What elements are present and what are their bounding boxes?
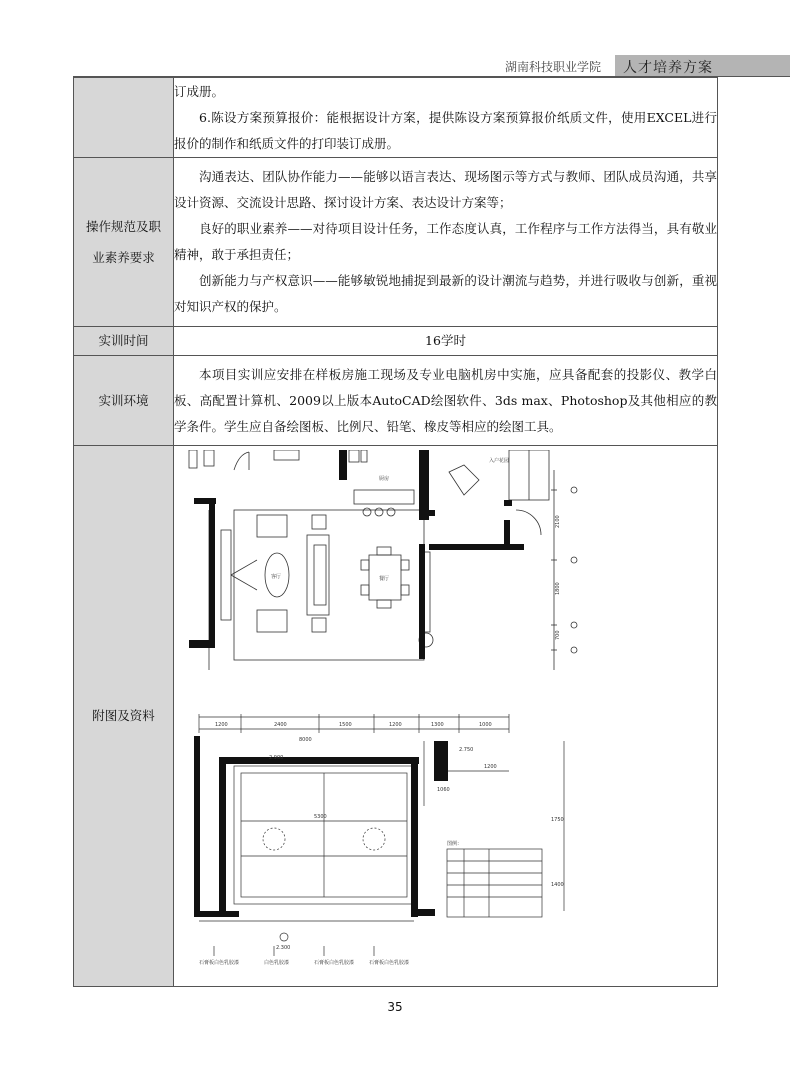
dim-label: 1400 xyxy=(551,882,564,888)
paragraph: 6.陈设方案预算报价：能根据设计方案，提供陈设方案预算报价纸质文件，使用EXCEL进行报价的制作和纸质文件的打印装订成册。 xyxy=(174,109,717,151)
page-number: 35 xyxy=(387,1000,403,1014)
figures-area xyxy=(174,446,699,986)
dim-label: 1500 xyxy=(339,722,352,728)
table-row xyxy=(74,356,718,446)
row-content xyxy=(174,158,718,327)
row-content xyxy=(174,78,718,158)
dim-label: 1300 xyxy=(431,722,444,728)
header-badge-text: 人才培养方案 xyxy=(623,60,713,76)
room-label-living: 客厅 xyxy=(271,574,282,580)
table-row xyxy=(74,446,718,987)
level-mark: 2.900 xyxy=(269,755,284,761)
paragraph: 良好的职业素养——对待项目设计任务，工作态度认真，工作程序与工作方法得当，具有敬业精神，敢于承担责任； xyxy=(174,221,717,262)
header-badge xyxy=(615,55,790,76)
dim-label: 1200 xyxy=(389,722,402,728)
material-label: 石膏板白色乳胶漆 xyxy=(369,960,410,966)
dim-label: 1750 xyxy=(551,817,564,823)
row-label xyxy=(74,158,174,327)
legend-title: 图例： xyxy=(447,841,463,847)
table-row xyxy=(74,327,718,356)
training-table xyxy=(73,77,718,987)
material-label: 石膏板白色乳胶漆 xyxy=(199,960,240,966)
dim-label: 700 xyxy=(555,630,561,640)
row-label: 附图及资料 xyxy=(74,446,174,987)
dim-label: 2400 xyxy=(274,722,287,728)
dim-label: 1200 xyxy=(484,764,497,770)
room-label-kitchen: 厨房 xyxy=(379,476,390,482)
level-mark: 2.750 xyxy=(459,747,474,753)
paragraph: 沟通表达、团队协作能力——能够以语言表达、现场图示等方式与教师、团队成员沟通，共享设计资源、交流设计思路、探讨设计方案、表达设计方案等； xyxy=(174,169,717,210)
material-label: 石膏板白色乳胶漆 xyxy=(314,960,355,966)
dim-label: 1800 xyxy=(555,582,561,595)
row-label xyxy=(74,78,174,158)
table-row xyxy=(74,158,718,327)
dim-label: 1060 xyxy=(437,787,450,793)
row-content: 16学时 xyxy=(174,327,718,356)
paragraph: 订成册。 xyxy=(174,83,225,99)
row-label: 实训环境 xyxy=(74,356,174,446)
dim-total: 8000 xyxy=(299,737,312,743)
dim-label: 2100 xyxy=(555,515,561,528)
room-label-entry-garden: 入户花园 xyxy=(489,458,510,464)
paragraph: 创新能力与产权意识——能够敏锐地捕捉到最新的设计潮流与趋势，并进行吸收与创新，重视对知识产权的保护。 xyxy=(174,273,717,314)
dim-inner: 5300 xyxy=(314,814,327,820)
paragraph: 本项目实训应安排在样板房施工现场及专业电脑机房中实施，应具备配套的投影仪、教学白板、高配置计算机、2009以上版本AutoCAD绘图软件、3ds max、Photoshop及其他相应的教学条件。学生应自备绘图板、比例尺、铅笔、橡皮等相应的绘图工具。 xyxy=(174,366,717,434)
table-row xyxy=(74,78,718,158)
row-label-text: 操作规范及职业素养要求 xyxy=(85,219,161,265)
room-label-dining: 餐厅 xyxy=(379,576,390,582)
page-header xyxy=(0,0,790,80)
row-label: 实训时间 xyxy=(74,327,174,356)
school-name: 湖南科技职业学院 xyxy=(505,60,602,74)
level-mark: 2.300 xyxy=(276,945,291,951)
row-content xyxy=(174,446,718,987)
dim-label: 1200 xyxy=(215,722,228,728)
dim-label: 1000 xyxy=(479,722,492,728)
row-content xyxy=(174,356,718,446)
floor-plan-drawing xyxy=(179,450,579,684)
ceiling-plan-drawing xyxy=(179,711,579,966)
material-label: 白色乳胶漆 xyxy=(264,960,290,966)
